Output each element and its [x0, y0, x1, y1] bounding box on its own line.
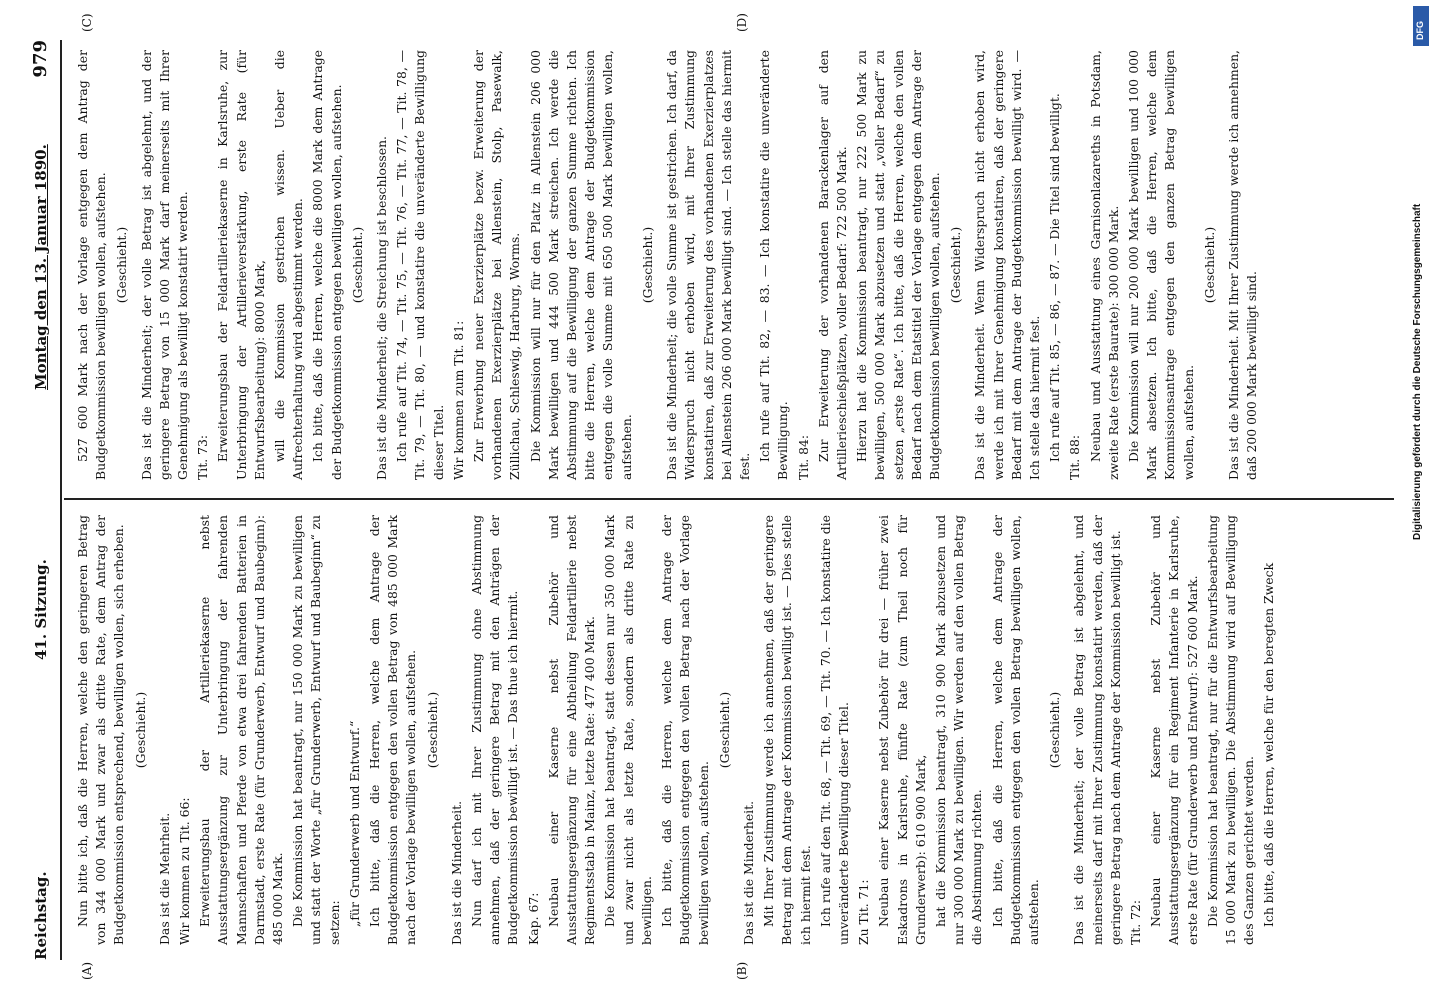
right-column-paragraph: Die Kommission will nur für den Platz in Allenstein 206 000 Mark bewilligen und 444 500 Mark streichen. Ich werde die Abstimmung auf die Bewilligung der ganzen Summe richten. Ich bitte die Herren, welche dem Antrage der Budgetkommission entgegen die volle Summe mit 650 500 Mark bewilligen wollen, aufstehen. [527, 50, 634, 480]
right-column-paragraph: Ich rufe auf Tit. 82, — 83. — Ich konstatire die unveränderte Bewilligung. [757, 50, 791, 480]
column-divider [64, 498, 1394, 500]
left-column-paragraph: Die Kommission hat beantragt, nur 150 000 Mark zu bewilligen und statt der Worte „für Grunderwerb, Entwurf und Baubeginn“ zu setzen: [290, 515, 342, 945]
left-column-paragraph: Ich bitte, daß die Herren, welche dem Antrage der Budgetkommission entgegen den vollen Betrag bewilligen wollen, aufstehen. [989, 515, 1041, 945]
left-column-paragraph: Ich rufe auf den Tit. 68, — Tit. 69, — Tit. 70. — Ich konstatire die unveränderte Bewilligung dieser Titel. [817, 515, 851, 945]
left-column-paragraph: Ich bitte, daß die Herren, welche für den beregten Zweck [1261, 562, 1277, 927]
right-column-paragraph: Die Kommission will nur 200 000 Mark bewilligen und 100 000 Mark absetzen. Ich bitte, daß die Herren, welche dem Kommissionsantrage entgegen den ganzen Betrag bewilligen wollen, aufstehen. [1125, 50, 1196, 480]
left-column-paragraph: (Geschieht.) [1047, 691, 1063, 769]
right-column-paragraph: (Geschieht.) [349, 226, 365, 304]
left-column-paragraph: Kap. 67: [525, 892, 541, 945]
header-rule [60, 40, 62, 960]
digitization-note-text: Digitalisierung gefördert durch die Deutsche Forschungsgemeinschaft [1412, 203, 1423, 540]
right-column-paragraph: Neubau und Ausstattung eines Garnisonlazareths in Potsdam, zweite Rate (erste Baurate): 300 000 Mark. [1087, 50, 1121, 480]
left-column-paragraph: Neubau einer Kaserne nebst Zubehör und Ausstattungsergänzung für ein Regiment Infanterie in Karlsruhe, erste Rate (für Grunderwerb und Entwurf): 527 600 Mark. [1148, 515, 1200, 945]
margin-marker-c: (C) [80, 13, 94, 32]
dfg-logo-text: DFG [1415, 21, 1425, 40]
header-date: Montag den 13. Januar 1890. [32, 144, 50, 390]
left-column-paragraph: (Geschieht.) [424, 691, 440, 769]
right-column-paragraph: Das ist die Minderheit; die volle Summe ist gestrichen. Ich darf, da Widerspruch nicht erhoben wird, mit Ihrer Zustimmung konstatiren, daß zur Erweiterung des vorhandenen Exerzierplatzes bei Allenstein 206 000 Mark bewilligt sind. — Ich stelle das hiermit fest. [664, 50, 752, 480]
right-column-paragraph: (Geschieht.) [114, 226, 130, 304]
left-column-paragraph: Erweiterungsbau der Artilleriekaserne nebst Ausstattungsergänzung zur Unterbringung der fahrenden Mannschaften und Pferde von etwa drei fahrenden Batterien in Darmstadt, erste Rate (für Grunderwerb, Entwurf und Baubeginn): 485 000 Mark. [197, 515, 286, 945]
right-column-paragraph: Hierzu hat die Kommission beantragt, nur 222 500 Mark zu bewilligen, 500 000 Mark abzusetzen und statt „voller Bedarf“ zu setzen „erste Rate“. Ich bitte, daß die Herren, welche den vollen Bedarf nach dem Etatstitel der Vorlage entgegen dem Antrage der Budgetkommission bewilligen wollen, aufstehen. [854, 50, 942, 480]
right-column-paragraph: Wir kommen zum Tit. 81: [450, 320, 466, 480]
right-column [74, 50, 1263, 480]
left-column-paragraph: Ich bitte, daß die Herren, welche dem Antrage der Budgetkommission entgegen den vollen Betrag nach der Vorlage bewilligen wollen, aufstehen. [659, 515, 711, 945]
left-column-paragraph: Nun bitte ich, daß die Herren, welche den geringeren Betrag von 344 000 Mark und zwar als dritte Rate, dem Antrag der Budgetkommission entsprechend, bewilligen wollen, sich erheben. [75, 515, 127, 945]
left-column-paragraph: Das ist die Minderheit. [448, 800, 464, 945]
left-column-paragraph: Das ist die Minderheit. [740, 800, 756, 945]
right-column-paragraph: Das ist die Minderheit; der volle Betrag ist abgelehnt, und der geringere Betrag von 15 000 Mark darf meinerseits mit Ihrer Genehmigung als bewilligt konstatirt werden. [138, 50, 191, 480]
left-column-paragraph: Nun darf ich mit Ihrer Zustimmung ohne Abstimmung annehmen, daß der geringere Betrag mit den Anträgen der Budgetkommission bewilligt ist. — Das thue ich hiermit. [469, 515, 521, 945]
left-column-paragraph: hat die Kommission beantragt, 310 900 Mark abzusetzen und nur 300 000 Mark zu bewilligen. Wir werden auf den vollen Betrag die Abstimmung richten. [932, 515, 985, 945]
margin-marker-b: (B) [735, 961, 749, 980]
right-column-paragraph: Tit. 73: [195, 434, 211, 480]
margin-marker-a: (A) [80, 961, 94, 980]
left-column-paragraph: Zu Tit. 71: [856, 879, 872, 945]
right-column-paragraph: Tit. 84: [795, 434, 811, 480]
left-column [74, 515, 1281, 945]
right-column-paragraph: Tit. 88: [1067, 434, 1083, 480]
left-column-paragraph: Neubau einer Kaserne nebst Zubehör für drei — früher zwei Eskadrons in Karlsruhe, fünfte Rate (zum Theil noch für Grunderwerb): 610 900 Mark, [876, 515, 928, 945]
left-column-paragraph: Wir kommen zu Tit. 66: [177, 797, 193, 945]
dfg-logo [1413, 6, 1429, 46]
margin-marker-d: (D) [735, 13, 749, 32]
right-column-paragraph: Zur Erwerbung neuer Exerzierplätze bezw. Erweiterung der vorhandenen Exerzierplätze bei Allenstein, Stolp, Pasewalk, Züllichau, Schleswig, Harburg, Worms. [471, 50, 523, 480]
left-column-paragraph: Das ist die Mehrheit. [156, 812, 172, 945]
page-number: 979 [30, 40, 51, 78]
left-column-paragraph: „für Grunderwerb und Entwurf.“ [346, 720, 362, 927]
left-column-paragraph: Das ist die Minderheit; der volle Betrag ist abgelehnt, und meinerseits darf mit Ihrer Zustimmung konstatirt werden, daß der geringere Betrag nach dem Antrage der Kommission bewilligt ist. [1071, 515, 1123, 945]
right-column-paragraph: Das ist die Minderheit. Wenn Widerspruch nicht erhoben wird, werde ich mit Ihrer Genehmigung konstatiren, daß der geringere Bedarf mit dem Antrage der Budgetkommission bewilligt wird. — Ich stelle das hiermit fest. [972, 50, 1042, 480]
right-column-paragraph: Erweiterungsbau der Feldartilleriekaserne in Karlsruhe, zur Unterbringung der Artillerieverstärkung, erste Rate (für Entwurfsbearbeitung): 8000 Mark, [215, 50, 267, 480]
left-column-paragraph: Die Kommission hat beantragt, statt dessen nur 350 000 Mark und zwar nicht als letzte Rate, sondern als dritte Rate zu bewilligen. [602, 515, 654, 945]
page-header [26, 40, 56, 960]
right-column-paragraph: Zur Erweiterung der vorhandenen Barackenlager auf den Artillerieschießplätzen, voller Bedarf: 722 500 Mark. [815, 50, 849, 480]
right-column-paragraph: (Geschieht.) [948, 226, 964, 304]
right-column-paragraph: Ich rufe auf Tit. 74, — Tit. 75, — Tit. 76, — Tit. 77, — Tit. 78, — Tit. 79, — Tit. 80, — und konstatire die unveränderte Bewilligung dieser Titel. [394, 50, 446, 480]
left-column-paragraph: (Geschieht.) [716, 691, 732, 769]
left-column-paragraph: Tit. 72: [1127, 899, 1143, 945]
header-title: Reichstag. [32, 871, 50, 960]
digitization-note [1410, 0, 1432, 1000]
right-column-paragraph: (Geschieht.) [639, 226, 655, 304]
right-column-paragraph: Ich bitte, daß die Herren, welche die 8000 Mark dem Antrage der Budgetkommission entgegen bewilligen wollen, aufstehen. [310, 50, 344, 480]
left-column-paragraph: Neubau einer Kaserne nebst Zubehör und Ausstattungsergänzung für eine Abtheilung Feldartillerie nebst Regimentsstab in Mainz, letzte Rate: 477 400 Mark. [545, 515, 598, 945]
right-column-paragraph: Ich rufe auf Tit. 85, — 86, — 87. — Die Titel sind bewilligt. [1047, 93, 1063, 462]
left-column-paragraph: (Geschieht.) [132, 691, 148, 769]
left-column-paragraph: Mit Ihrer Zustimmung werde ich annehmen, daß der geringere Betrag mit dem Antrage der Kommission bewilligt ist. — Dies stelle ich hiermit fest. [761, 515, 813, 945]
right-column-paragraph: (Geschieht.) [1201, 226, 1217, 304]
left-column-paragraph: Die Kommission hat beantragt, nur für die Entwurfsbearbeitung 15 000 Mark zu bewilligen. Die Abstimmung wird auf Bewilligung des Ganzen gerichtet werden. [1204, 515, 1257, 945]
right-column-paragraph: 527 600 Mark nach der Vorlage entgegen dem Antrag der Budgetkommission bewilligen wollen, aufstehen. [75, 50, 109, 480]
right-column-paragraph: will die Kommission gestrichen wissen. Ueber die Aufrechterhaltung wird abgestimmt werden. [272, 50, 306, 480]
left-column-paragraph: Ich bitte, daß die Herren, welche dem Antrage der Budgetkommission entgegen den vollen Betrag von 485 000 Mark nach der Vorlage bewilligen wollen, aufstehen. [367, 515, 419, 945]
header-session: 41. Sitzung. [32, 559, 50, 660]
right-column-paragraph: Das ist die Minderheit; die Streichung ist beschlossen. [374, 136, 390, 480]
right-column-paragraph: Das ist die Minderheit. Mit Ihrer Zustimmung werde ich annehmen, daß 200 000 Mark bewilligt sind. [1225, 50, 1260, 480]
